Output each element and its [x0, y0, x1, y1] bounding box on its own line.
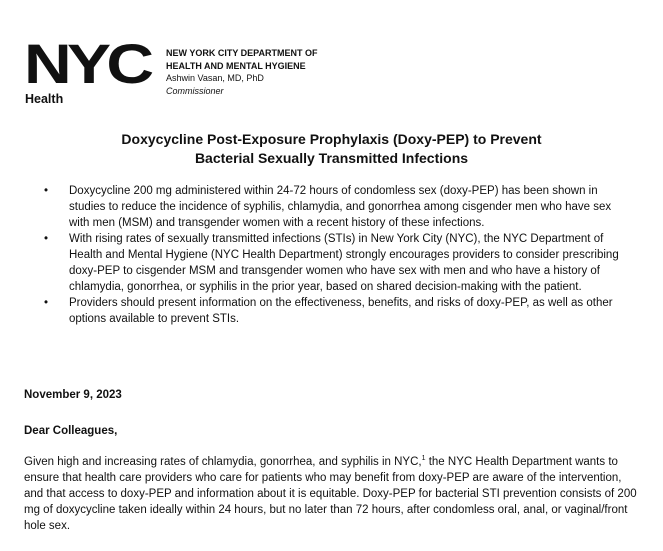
key-point [44, 295, 634, 327]
key-point [44, 183, 634, 231]
commissioner-name: Ashwin Vasan, MD, PhD [166, 73, 264, 83]
bullet-icon: • [44, 185, 49, 197]
key-point [44, 231, 634, 295]
key-point-text: Providers should present information on the effectiveness, benefits, and risks of doxy-PEP, as well as other options available to prevent STIs. [69, 297, 613, 325]
department-block [166, 47, 318, 97]
department-line-2: HEALTH AND MENTAL HYGIENE [166, 60, 306, 71]
body-paragraph [24, 454, 640, 534]
body-text-part-2: the NYC Health Department wants to ensure that health care providers who care for patients who may benefit from doxy-PEP are aware of the intervention, and that access to doxy-PEP and information about it is equitable. Doxy-PEP for bacterial STI prevention consists of 200 mg of doxycycline taken ideally within 24 hours, but no later than 72 hours, after condomless oral, anal, or vaginal/front hole sex. [24, 456, 637, 532]
title-line-2: Bacterial Sexually Transmitted Infections [194, 150, 469, 166]
title-line-1: Doxycycline Post-Exposure Prophylaxis (Doxy-PEP) to Prevent [121, 131, 542, 147]
nyc-health-logo [24, 32, 156, 108]
footnote-reference[interactable]: 1 [421, 455, 426, 463]
document-title [0, 130, 663, 168]
bullet-icon: • [44, 297, 49, 309]
letter-date: November 9, 2023 [24, 389, 122, 401]
key-point-text: With rising rates of sexually transmitted infections (STIs) in New York City (NYC), the NYC Department of Health and Mental Hygiene (NYC Health Department) strongly encourages providers to consider prescribing doxy-PEP to cisgender MSM and transgender women who have sex with men and who have a history of chlamydia, gonorrhea, or syphilis in the prior year, based on shared decision-making with the patient. [69, 233, 619, 293]
bullet-icon: • [44, 233, 49, 245]
logo-health-text: Health [25, 92, 64, 106]
commissioner-title: Commissioner [166, 85, 224, 96]
key-point-text: Doxycycline 200 mg administered within 24-72 hours of condomless sex (doxy-PEP) has been shown in studies to reduce the incidence of syphilis, chlamydia, and gonorrhea among cisgender men who have sex with men (MSM) and transgender women with a recent history of these infections. [69, 185, 612, 229]
logo-nyc-text: NYC [24, 32, 150, 95]
letter-greeting: Dear Colleagues, [24, 425, 118, 437]
key-points-list [44, 183, 634, 327]
department-line-1: NEW YORK CITY DEPARTMENT OF [166, 48, 318, 58]
body-text-part-1: Given high and increasing rates of chlamydia, gonorrhea, and syphilis in NYC, [24, 456, 422, 468]
